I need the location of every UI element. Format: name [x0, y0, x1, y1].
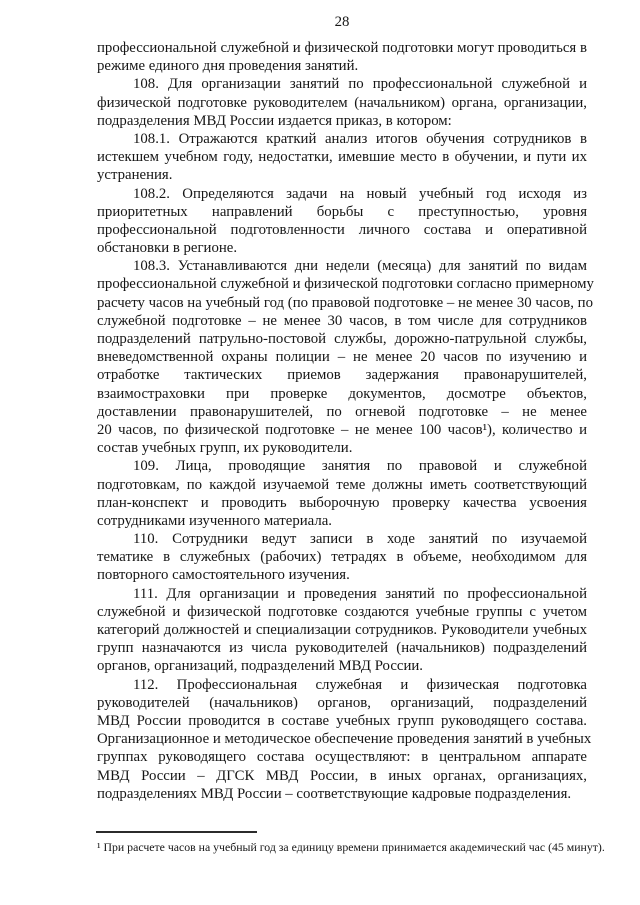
text-line: профессиональной служебной и физической подготовки могут проводиться в: [97, 40, 587, 56]
text-line: истекшем учебном году, недостатки, имевшие место в обучении, и пути их: [97, 149, 587, 166]
text-line: приоритетных направлений борьбы с преступностью, уровня: [97, 203, 587, 220]
paragraph-item-108: [97, 75, 587, 130]
text-line: обстановки в регионе.: [97, 240, 238, 257]
text-line: органов, организаций, подразделений МВД России.: [97, 658, 423, 675]
text-line: категорий должностей и специализации сотрудников. Руководители учебных: [97, 622, 587, 638]
footnote-marker: ¹: [97, 840, 101, 854]
text-line: МВД России проводится в составе учебных групп руководящего состава.: [97, 712, 587, 729]
text-line: физической подготовке руководителем (начальником) органа, организации,: [97, 94, 587, 111]
text-line: 111. Для организации и проведения занятий по профессиональной: [133, 585, 587, 602]
text-line: 108.2. Определяются задачи на новый учебный год исходя из: [133, 185, 587, 202]
paragraph-continuation: [97, 39, 587, 75]
text-line: Организационное и методическое обеспечение проведения занятий в учебных: [97, 731, 592, 748]
text-line: МВД России – ДГСК МВД России, в иных органах, организациях,: [97, 767, 587, 784]
text-line: групп назначаются из числа руководителей (начальников) подразделений: [97, 640, 587, 657]
text-line: 110. Сотрудники ведут записи в ходе занятий по изучаемой: [133, 531, 587, 548]
text-line: служебной подготовке – не менее 30 часов, в том числе для сотрудников: [97, 312, 587, 329]
footnote-body: При расчете часов на учебный год за единицу времени принимается академический час (45 минут).: [103, 840, 605, 854]
text-line: 112. Профессиональная служебная и физическая подготовка: [133, 676, 587, 693]
text-line: план-конспект и проводить выборочную проверку качества усвоения: [97, 494, 587, 511]
paragraph-item-112: [97, 676, 592, 803]
text-line: доставлении правонарушителей, по огневой подготовке – не менее: [97, 403, 587, 420]
text-line: 20 часов, по физической подготовке – не менее 100 часов¹), количество и: [97, 421, 587, 438]
paragraph-item-109: [97, 457, 587, 530]
text-line: руководителей (начальников) органов, организаций, подразделений: [97, 694, 587, 711]
text-line: вневедомственной охраны полиции – не менее 20 часов по изучению и: [97, 349, 587, 366]
text-line: подразделениях МВД России – соответствующие кадровые подразделения.: [97, 785, 572, 802]
paragraph-item-108-1: [97, 130, 587, 185]
text-line: профессиональной подготовленности личного состава и оперативной: [97, 221, 587, 238]
text-line: тематике в служебных (рабочих) тетрадях в объеме, необходимом для: [97, 549, 587, 566]
text-line: 108. Для организации занятий по профессиональной служебной и: [133, 76, 587, 93]
text-line: повторного самостоятельного изучения.: [97, 567, 350, 584]
text-line: расчету часов на учебный год (по правовой подготовке – не менее 30 часов, по: [97, 294, 593, 311]
paragraph-item-108-2: [97, 185, 587, 258]
paragraph-item-110: [97, 530, 587, 585]
text-line: группах руководящего состава осуществляют: в центральном аппарате: [97, 749, 587, 766]
text-line: взаимостраховки при проверке документов, досмотре объектов,: [97, 385, 587, 402]
text-line: устранения.: [97, 167, 173, 184]
text-line: подразделений патрульно-постовой службы, дорожно-патрульной службы,: [97, 331, 587, 347]
text-line: 108.3. Устанавливаются дни недели (месяца) для занятий по видам: [133, 258, 587, 275]
text-line: профессиональной служебной и физической подготовки согласно примерному: [97, 276, 594, 293]
text-line: подразделения МВД России издается приказ, в котором:: [97, 112, 452, 129]
paragraph-item-108-3: [97, 257, 594, 457]
text-line: отработке тактических приемов задержания правонарушителей,: [97, 367, 587, 384]
text-line: 108.1. Отражаются краткий анализ итогов обучения сотрудников в: [133, 130, 587, 147]
text-line: 109. Лица, проводящие занятия по правовой и служебной: [133, 458, 587, 475]
page-number: 28: [334, 14, 350, 30]
text-line: сотрудниками изученного материала.: [97, 512, 333, 529]
document-body: [97, 39, 594, 803]
text-line: подготовкам, по каждой изучаемой теме должны иметь соответствующий: [97, 476, 587, 493]
footnote: [97, 840, 605, 854]
text-line: режиме единого дня проведения занятий.: [97, 58, 359, 75]
text-line: служебной и физической подготовке создаются учебные группы с учетом: [97, 603, 587, 620]
text-line: состав учебных групп, их руководители.: [97, 440, 353, 457]
footnote-separator: [96, 831, 257, 833]
paragraph-item-111: [97, 585, 587, 676]
